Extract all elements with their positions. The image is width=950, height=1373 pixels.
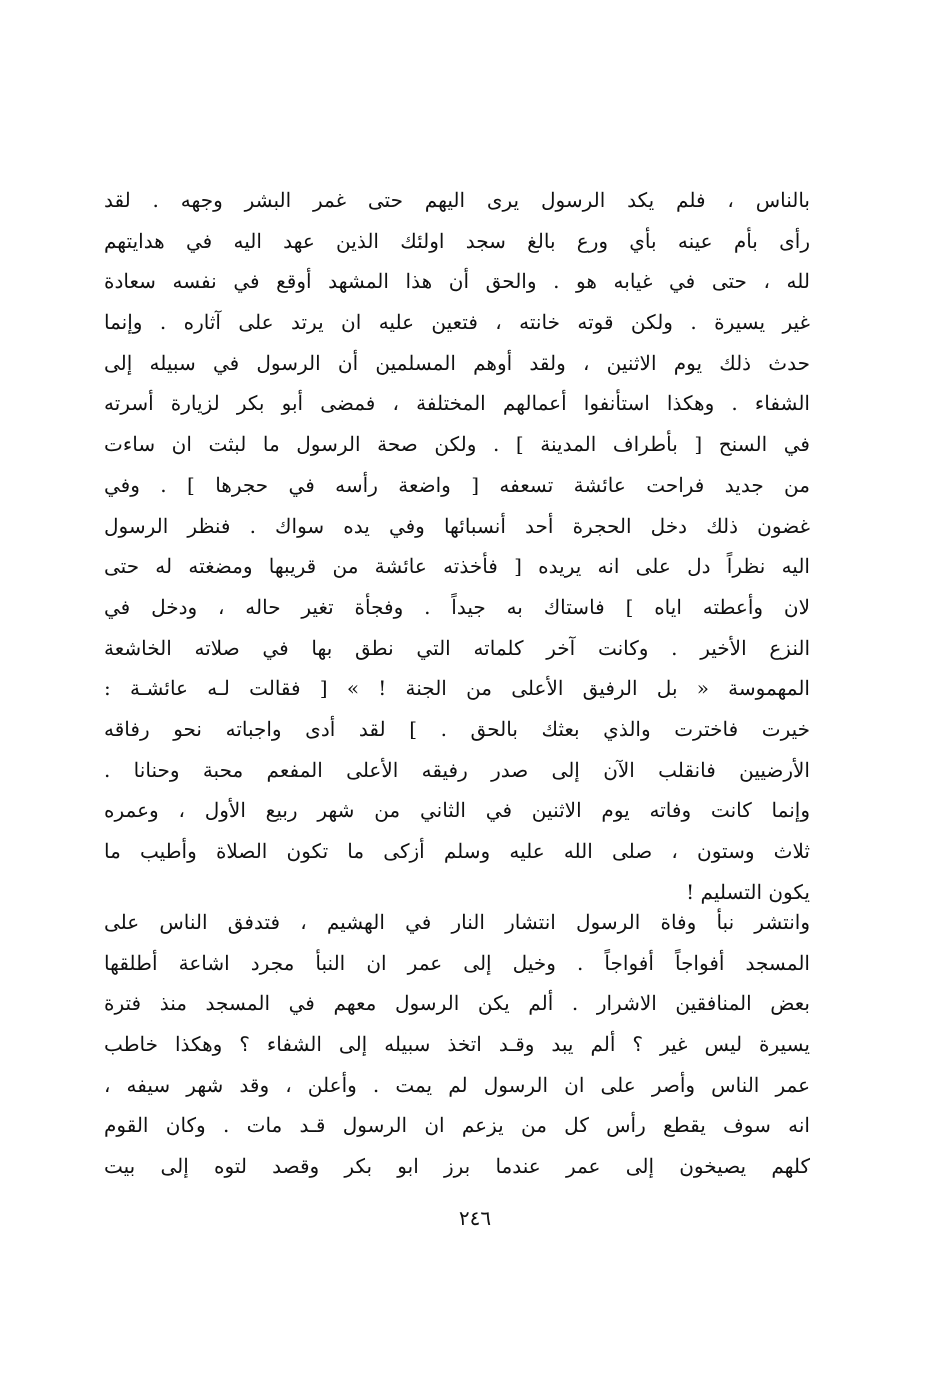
text-line: لله ، حتى في غيابه هو . والحق أن هذا المشهد أوقع في نفسه سعادة — [104, 269, 810, 294]
text-line: رأى بأم عينه بأي ورع بالغ سجد اولئك الذين عهد اليه في هدايتهم — [104, 228, 810, 253]
text-line: الشفاء . وهكذا استأنفوا أعمالهم المختلفة ، فمضى أبو بكر لزيارة أسرته — [104, 391, 810, 416]
text-line: في السنح [ بأطراف المدينة ] . ولكن صحة الرسول ما لبثت ان ساءت — [104, 432, 810, 457]
text-line: لان وأعطته اياه ] فاستاك به جيداً . وفجأة تغير حاله ، ودخل في — [104, 594, 810, 619]
text-line: انه سوف يقطع رأس كل من يزعم ان الرسول قـد مات . وكان القوم — [104, 1113, 810, 1138]
text-line: وإنما كانت وفاته يوم الاثنين في الثاني من شهر ربيع الأول ، وعمره — [104, 798, 810, 823]
text-line: عمر الناس وأصر على ان الرسول لم يمت . وأعلن ، وقد شهر سيفه ، — [104, 1072, 810, 1097]
text-line: غضون ذلك دخل الحجرة أحد أنسبائها وفي يده سواك . فنظر الرسول — [104, 513, 810, 538]
page-number: ٢٤٦ — [458, 1206, 492, 1230]
text-line: كلهم يصيخون إلى عمر عندما برز ابو بكر وقصد لتوه إلى بيت — [104, 1154, 810, 1179]
text-line: بالناس ، فلم يكد الرسول يرى اليهم حتى غمر البشر وجهه . لقد — [104, 188, 810, 212]
text-line: اليه نظراً دل على انه يريده [ فأخذته عائشة من قريبها ومضغته له حتى — [104, 554, 810, 579]
text-line: بعض المنافقين الاشرار . ألم يكن الرسول معهم في المسجد منذ فترة — [104, 991, 810, 1016]
text-line: حدث ذلك يوم الاثنين ، ولقد أوهم المسلمين أن الرسول في سبيله إلى — [104, 350, 810, 375]
paragraph-2 — [104, 902, 810, 1187]
text-line: النزع الأخير . وكانت آخر كلماته التي نطق بها في صلاته الخاشعة — [104, 635, 810, 660]
text-line: وانتشر نبأ وفاة الرسول انتشار النار في الهشيم ، فتدفق الناس على — [104, 910, 810, 934]
text-line: الأرضيين فانقلب الآن إلى صدر رفيقه الأعلى المفعم محبة وحنانا . — [104, 757, 810, 782]
text-line: المهموسة « بل الرفيق الأعلى من الجنة ! » [ فقالت لـه عائشـة : — [104, 676, 810, 701]
text-line: من جديد فراحت عائشة تسعفه [ واضعة رأسه في حجرها ] . وفي — [104, 472, 810, 497]
text-line: ثلاث وستون ، صلى الله عليه وسلم أزكى ما تكون الصلاة وأطيب ما — [104, 839, 810, 863]
paragraph-1 — [104, 180, 810, 912]
text-line: المسجد أفواجاً أفواجاً . وخيل إلى عمر ان النبأ مجرد اشاعة أطلقها — [104, 950, 810, 975]
text-line: يسيرة ليس غير ؟ ألم يبد وقـد اتخذ سبيله إلى الشفاء ؟ وهكذا خاطب — [104, 1032, 810, 1057]
text-line: يكون التسليم ! — [686, 879, 810, 904]
text-line: غير يسيرة . ولكن قوته خانته ، فتعين عليه ان يرتد على آثاره . وإنما — [104, 310, 810, 335]
text-line: خيرت فاخترت والذي بعثك بالحق . ] لقد أدى واجباته نحو رفاقه — [104, 716, 810, 741]
